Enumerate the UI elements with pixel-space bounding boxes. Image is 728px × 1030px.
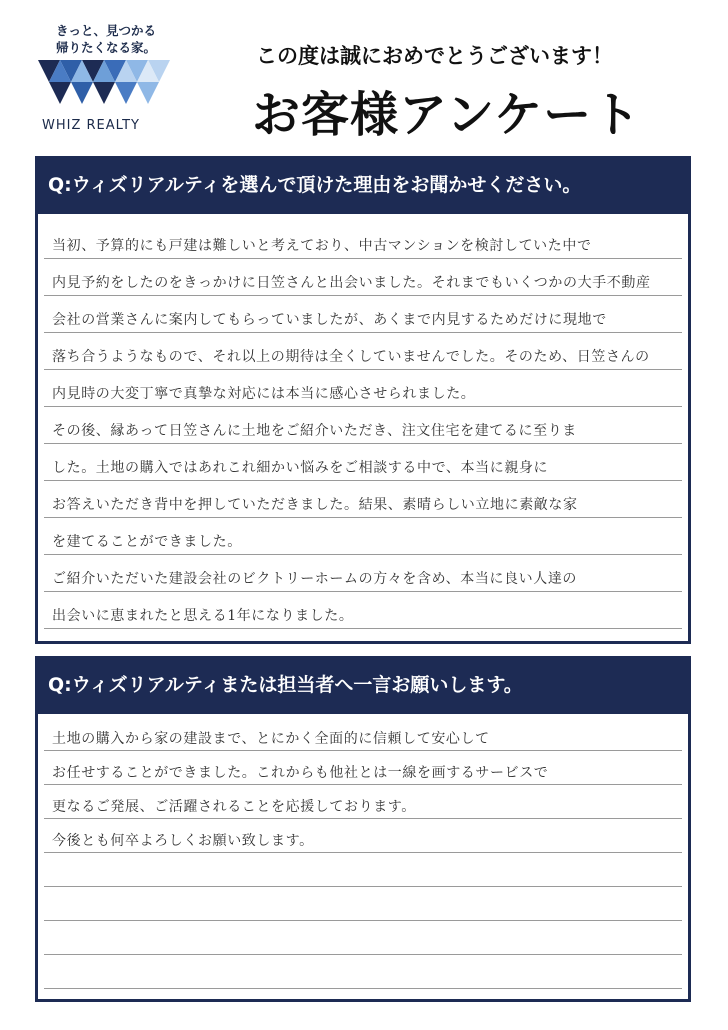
rule-line	[44, 443, 682, 444]
answer-1-line: ご紹介いただいた建設会社のビクトリーホームの方々を含め、本当に良い人達の	[52, 571, 578, 587]
rule-line	[44, 517, 682, 518]
page-title: お客様アンケート	[252, 87, 642, 143]
rule-line	[44, 886, 682, 887]
rule-line	[44, 818, 682, 819]
answer-2-area	[38, 714, 688, 999]
tagline-line-1: きっと、見つかる	[56, 23, 157, 38]
question-2-box	[35, 656, 691, 1002]
rule-line	[44, 369, 682, 370]
answer-2-line: お任せすることができました。これからも他社とは一線を画するサービスで	[52, 765, 549, 781]
answer-1-line: 内見予約をしたのをきっかけに日笠さんと出会いました。それまでもいくつかの大手不動産	[52, 275, 651, 291]
rule-line	[44, 628, 682, 629]
rule-line	[44, 988, 682, 989]
question-1-box	[35, 156, 691, 644]
answer-2-line: 更なるご発展、ご活躍されることを応援しております。	[52, 799, 416, 815]
rule-line	[44, 954, 682, 955]
rule-line	[44, 750, 682, 751]
question-1-heading: Q:ウィズリアルティを選んで頂けた理由をお聞かせください。	[38, 159, 688, 211]
answer-1-line: 内見時の大変丁寧で真摯な対応には本当に感心させられました。	[52, 386, 476, 402]
logo-tagline	[56, 22, 174, 56]
rule-line	[44, 784, 682, 785]
rule-line	[44, 591, 682, 592]
answer-1-line: その後、縁あって日笠さんに土地をご紹介いただき、注文住宅を建てるに至りま	[52, 423, 577, 439]
rule-line	[44, 258, 682, 259]
rule-line	[44, 852, 682, 853]
answer-2-line: 土地の購入から家の建設まで、とにかく全面的に信頼して安心して	[52, 731, 490, 747]
answer-1-line: 当初、予算的にも戸建は難しいと考えており、中古マンションを検討していた中で	[52, 238, 592, 254]
logo-mark-icon	[38, 60, 170, 112]
answer-1-line: を建てることができました。	[52, 534, 242, 550]
answer-1-line: した。土地の購入ではあれこれ細かい悩みをご相談する中で、本当に親身に	[52, 460, 549, 476]
answer-1-line: 落ち合うようなもので、それ以上の期待は全くしていませんでした。そのため、日笠さんの	[52, 349, 650, 365]
answer-1-area	[38, 214, 688, 641]
answer-1-line: 出会いに恵まれたと思える1年になりました。	[52, 608, 354, 624]
answer-1-line: 会社の営業さんに案内してもらっていましたが、あくまで内見するためだけに現地で	[52, 312, 607, 328]
company-logo	[34, 22, 174, 133]
tagline-line-2: 帰りたくなる家。	[56, 40, 157, 55]
rule-line	[44, 554, 682, 555]
rule-line	[44, 332, 682, 333]
rule-line	[44, 406, 682, 407]
answer-2-line: 今後とも何卒よろしくお願い致します。	[52, 833, 314, 849]
logo-brand-name: WHIZ REALTY	[42, 118, 140, 133]
rule-line	[44, 295, 682, 296]
rule-line	[44, 920, 682, 921]
congratulations-headline: この度は誠におめでとうございます！	[256, 44, 613, 68]
rule-line	[44, 480, 682, 481]
question-2-heading: Q:ウィズリアルティまたは担当者へ一言お願いします。	[38, 659, 688, 711]
answer-1-line: お答えいただき背中を押していただきました。結果、素晴らしい立地に素敵な家	[52, 497, 578, 513]
